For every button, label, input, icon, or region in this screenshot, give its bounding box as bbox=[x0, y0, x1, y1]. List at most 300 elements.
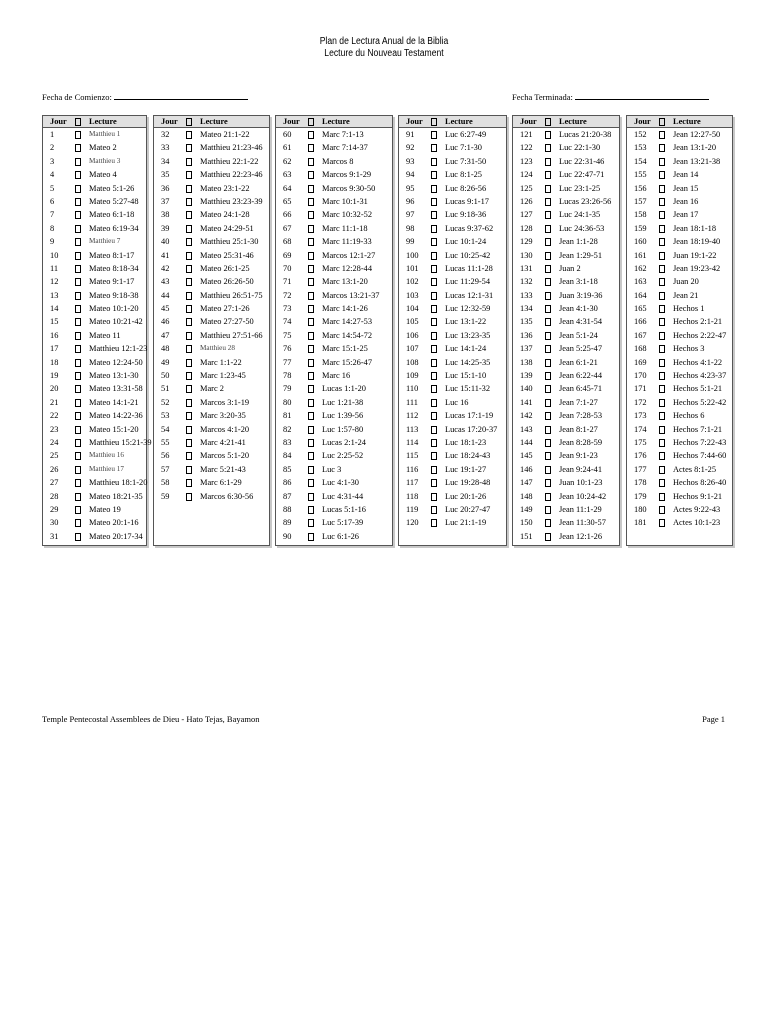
checkbox[interactable] bbox=[75, 479, 81, 487]
checkbox[interactable] bbox=[431, 506, 437, 514]
checkbox[interactable] bbox=[659, 198, 665, 206]
checkbox[interactable] bbox=[659, 412, 665, 420]
reading-passage: Mateo 24:1-28 bbox=[200, 210, 250, 220]
day-number: 171 bbox=[634, 384, 647, 394]
checkbox[interactable] bbox=[186, 372, 192, 380]
checkbox[interactable] bbox=[545, 278, 551, 286]
reading-passage: Actes 10:1-23 bbox=[673, 518, 721, 528]
day-number: 91 bbox=[406, 130, 415, 139]
checkbox[interactable] bbox=[75, 238, 81, 246]
checkbox[interactable] bbox=[659, 252, 665, 260]
checkbox[interactable] bbox=[75, 171, 81, 179]
checkbox[interactable] bbox=[308, 318, 314, 326]
checkbox[interactable] bbox=[186, 345, 192, 353]
day-number: 106 bbox=[406, 330, 419, 340]
reading-passage: Mateo 5:27-48 bbox=[89, 196, 139, 206]
checkbox[interactable] bbox=[75, 506, 81, 514]
checkbox[interactable] bbox=[431, 225, 437, 233]
checkbox[interactable] bbox=[186, 399, 192, 407]
checkbox[interactable] bbox=[308, 265, 314, 273]
checkbox[interactable] bbox=[75, 292, 81, 300]
reading-row bbox=[276, 235, 392, 248]
checkbox[interactable] bbox=[431, 399, 437, 407]
reading-passage: Mateo 13:1-30 bbox=[89, 371, 139, 381]
checkbox[interactable] bbox=[431, 466, 437, 474]
checkbox[interactable] bbox=[659, 439, 665, 447]
checkbox[interactable] bbox=[186, 292, 192, 300]
checkbox[interactable] bbox=[545, 385, 551, 393]
checkbox[interactable] bbox=[186, 144, 192, 152]
checkbox[interactable] bbox=[659, 171, 665, 179]
checkbox[interactable] bbox=[659, 211, 665, 219]
reading-passage: Hechos 8:26-40 bbox=[673, 478, 727, 488]
checkbox[interactable] bbox=[431, 252, 437, 260]
start-date-line[interactable] bbox=[114, 91, 248, 100]
checkbox[interactable] bbox=[659, 185, 665, 193]
checkbox[interactable] bbox=[308, 252, 314, 260]
day-number: 123 bbox=[520, 156, 533, 166]
checkbox[interactable] bbox=[431, 493, 437, 501]
checkbox[interactable] bbox=[308, 198, 314, 206]
day-number: 122 bbox=[520, 143, 533, 153]
reading-row bbox=[627, 222, 732, 235]
reading-row bbox=[154, 409, 269, 422]
checkbox[interactable] bbox=[308, 238, 314, 246]
checkbox[interactable] bbox=[186, 359, 192, 367]
page-subtitle: Lecture du Nouveau Testament bbox=[324, 48, 444, 59]
checkbox[interactable] bbox=[545, 426, 551, 434]
day-number: 162 bbox=[634, 263, 647, 273]
checkbox[interactable] bbox=[308, 211, 314, 219]
day-number: 28 bbox=[50, 491, 59, 501]
checkbox[interactable] bbox=[75, 144, 81, 152]
checkbox[interactable] bbox=[545, 479, 551, 487]
day-number: 134 bbox=[520, 304, 533, 314]
reading-row bbox=[154, 315, 269, 328]
reading-passage: Marc 14:54-72 bbox=[322, 330, 373, 340]
day-number: 178 bbox=[634, 478, 647, 488]
day-number: 58 bbox=[161, 478, 170, 488]
day-number: 37 bbox=[161, 196, 170, 206]
reading-passage: Mateo 24:29-51 bbox=[200, 223, 254, 233]
checkbox[interactable] bbox=[75, 466, 81, 474]
checkbox[interactable] bbox=[308, 185, 314, 193]
reading-passage: Juan 2 bbox=[559, 263, 581, 273]
day-number: 136 bbox=[520, 330, 533, 340]
day-number: 130 bbox=[520, 250, 533, 260]
end-date-line[interactable] bbox=[575, 91, 709, 100]
checkbox[interactable] bbox=[75, 252, 81, 260]
checkbox[interactable] bbox=[431, 265, 437, 273]
checkbox[interactable] bbox=[659, 158, 665, 166]
checkbox[interactable] bbox=[308, 385, 314, 393]
checkbox[interactable] bbox=[308, 533, 314, 541]
checkbox[interactable] bbox=[659, 519, 665, 527]
checkbox[interactable] bbox=[308, 158, 314, 166]
day-number: 116 bbox=[406, 464, 419, 474]
checkbox[interactable] bbox=[659, 372, 665, 380]
reading-row bbox=[276, 503, 392, 516]
checkbox[interactable] bbox=[545, 439, 551, 447]
day-number: 139 bbox=[520, 371, 533, 381]
reading-passage: Luc 20:1-26 bbox=[445, 491, 487, 501]
reading-passage: Luc 4:31-44 bbox=[322, 491, 364, 501]
checkbox[interactable] bbox=[308, 466, 314, 474]
checkbox[interactable] bbox=[545, 345, 551, 353]
checkbox[interactable] bbox=[308, 345, 314, 353]
checkbox[interactable] bbox=[431, 278, 437, 286]
checkbox[interactable] bbox=[659, 479, 665, 487]
checkbox[interactable] bbox=[75, 185, 81, 193]
checkbox[interactable] bbox=[431, 305, 437, 313]
checkbox[interactable] bbox=[308, 452, 314, 460]
checkbox[interactable] bbox=[545, 519, 551, 527]
day-number: 117 bbox=[406, 478, 419, 488]
day-number: 167 bbox=[634, 330, 647, 340]
reading-row bbox=[627, 155, 732, 168]
checkbox[interactable] bbox=[186, 238, 192, 246]
checkbox[interactable] bbox=[545, 171, 551, 179]
checkbox[interactable] bbox=[75, 225, 81, 233]
checkbox[interactable] bbox=[75, 426, 81, 434]
reading-passage: Lucas 11:1-28 bbox=[445, 263, 493, 273]
checkbox[interactable] bbox=[659, 466, 665, 474]
checkbox[interactable] bbox=[308, 426, 314, 434]
day-number: 133 bbox=[520, 290, 533, 300]
reading-passage: Hechos 2:22-47 bbox=[673, 330, 727, 340]
reading-row bbox=[276, 289, 392, 302]
checkbox[interactable] bbox=[659, 452, 665, 460]
checkbox[interactable] bbox=[431, 158, 437, 166]
reading-passage: Hechos 5:1-21 bbox=[673, 384, 723, 394]
checkbox[interactable] bbox=[431, 185, 437, 193]
checkbox[interactable] bbox=[431, 412, 437, 420]
checkbox[interactable] bbox=[545, 211, 551, 219]
checkbox[interactable] bbox=[431, 144, 437, 152]
checkbox[interactable] bbox=[186, 466, 192, 474]
day-number: 60 bbox=[283, 130, 292, 139]
checkbox[interactable] bbox=[431, 385, 437, 393]
checkbox[interactable] bbox=[308, 359, 314, 367]
checkbox[interactable] bbox=[308, 332, 314, 340]
checkbox[interactable] bbox=[431, 198, 437, 206]
day-number: 48 bbox=[161, 344, 170, 354]
checkbox[interactable] bbox=[431, 426, 437, 434]
checkbox[interactable] bbox=[545, 372, 551, 380]
checkbox[interactable] bbox=[545, 225, 551, 233]
reading-passage: Luc 2:25-52 bbox=[322, 451, 364, 461]
day-header: Jour bbox=[406, 117, 423, 126]
reading-row bbox=[399, 235, 506, 248]
checkbox[interactable] bbox=[75, 305, 81, 313]
checkbox[interactable] bbox=[659, 318, 665, 326]
checkbox[interactable] bbox=[308, 305, 314, 313]
reading-row bbox=[399, 396, 506, 409]
reading-row bbox=[154, 396, 269, 409]
checkbox[interactable] bbox=[659, 225, 665, 233]
reading-passage: Luc 20:27-47 bbox=[445, 504, 491, 514]
checkbox[interactable] bbox=[186, 211, 192, 219]
checkbox[interactable] bbox=[308, 506, 314, 514]
checkbox[interactable] bbox=[75, 131, 81, 139]
checkbox[interactable] bbox=[545, 399, 551, 407]
checkbox[interactable] bbox=[186, 385, 192, 393]
day-number: 35 bbox=[161, 170, 170, 180]
checkbox[interactable] bbox=[659, 506, 665, 514]
checkbox[interactable] bbox=[659, 278, 665, 286]
day-number: 124 bbox=[520, 170, 533, 180]
day-number: 89 bbox=[283, 518, 292, 528]
day-number: 141 bbox=[520, 397, 533, 407]
checkbox[interactable] bbox=[75, 399, 81, 407]
checkbox[interactable] bbox=[186, 198, 192, 206]
reading-row bbox=[43, 208, 146, 221]
reading-passage: Marcos 4:1-20 bbox=[200, 424, 250, 434]
checkbox[interactable] bbox=[75, 318, 81, 326]
checkbox[interactable] bbox=[659, 265, 665, 273]
checkbox[interactable] bbox=[186, 439, 192, 447]
checkbox[interactable] bbox=[659, 144, 665, 152]
checkbox[interactable] bbox=[545, 144, 551, 152]
reading-passage: Luc 1:57-80 bbox=[322, 424, 364, 434]
footer-page-number: Page 1 bbox=[702, 714, 725, 724]
day-number: 180 bbox=[634, 504, 647, 514]
checkbox[interactable] bbox=[659, 332, 665, 340]
day-number: 87 bbox=[283, 491, 292, 501]
reading-passage: Mateo 27:27-50 bbox=[200, 317, 254, 327]
checkbox[interactable] bbox=[308, 412, 314, 420]
checkbox[interactable] bbox=[545, 131, 551, 139]
checkbox[interactable] bbox=[545, 412, 551, 420]
reading-passage: Marc 11:1-18 bbox=[322, 223, 368, 233]
checkbox[interactable] bbox=[545, 158, 551, 166]
reading-passage: Marcos 5:1-20 bbox=[200, 451, 250, 461]
day-number: 98 bbox=[406, 223, 415, 233]
reading-row bbox=[276, 449, 392, 462]
reading-passage: Jean 7:28-53 bbox=[559, 411, 603, 421]
checkbox[interactable] bbox=[431, 345, 437, 353]
reading-row bbox=[627, 302, 732, 315]
reading-passage: Marcos 12:1-27 bbox=[322, 250, 376, 260]
checkbox[interactable] bbox=[308, 372, 314, 380]
checkbox[interactable] bbox=[308, 519, 314, 527]
checkbox[interactable] bbox=[431, 452, 437, 460]
checkbox[interactable] bbox=[75, 439, 81, 447]
checkbox[interactable] bbox=[431, 171, 437, 179]
reading-row bbox=[627, 490, 732, 503]
checkbox[interactable] bbox=[186, 318, 192, 326]
checkbox[interactable] bbox=[186, 265, 192, 273]
checkbox[interactable] bbox=[545, 452, 551, 460]
checkbox[interactable] bbox=[186, 305, 192, 313]
checkbox[interactable] bbox=[75, 158, 81, 166]
checkbox[interactable] bbox=[659, 305, 665, 313]
checkbox[interactable] bbox=[545, 238, 551, 246]
reading-passage: Marc 14:1-26 bbox=[322, 304, 368, 314]
checkbox[interactable] bbox=[659, 359, 665, 367]
checkbox[interactable] bbox=[545, 292, 551, 300]
checkbox[interactable] bbox=[186, 158, 192, 166]
day-number: 148 bbox=[520, 491, 533, 501]
checkbox[interactable] bbox=[75, 265, 81, 273]
reading-passage: Lucas 12:1-31 bbox=[445, 290, 494, 300]
reading-row bbox=[399, 409, 506, 422]
checkbox[interactable] bbox=[545, 466, 551, 474]
reading-row bbox=[513, 222, 619, 235]
checkbox[interactable] bbox=[186, 452, 192, 460]
checkbox[interactable] bbox=[659, 238, 665, 246]
checkbox[interactable] bbox=[186, 332, 192, 340]
checkbox[interactable] bbox=[186, 412, 192, 420]
checkbox[interactable] bbox=[659, 493, 665, 501]
reading-passage: Lucas 23:26-56 bbox=[559, 196, 612, 206]
reading-passage: Hechos 7:1-21 bbox=[673, 424, 723, 434]
checkbox[interactable] bbox=[545, 533, 551, 541]
day-number: 120 bbox=[406, 518, 419, 528]
checkbox[interactable] bbox=[186, 131, 192, 139]
checkbox[interactable] bbox=[75, 519, 81, 527]
checkbox[interactable] bbox=[545, 506, 551, 514]
checkbox[interactable] bbox=[431, 318, 437, 326]
checkbox[interactable] bbox=[186, 171, 192, 179]
reading-passage: Matthieu 3 bbox=[89, 156, 121, 165]
checkbox[interactable] bbox=[431, 238, 437, 246]
checkbox[interactable] bbox=[308, 493, 314, 501]
checkbox[interactable] bbox=[308, 399, 314, 407]
reading-row bbox=[513, 423, 619, 436]
checkbox[interactable] bbox=[75, 345, 81, 353]
reading-header: Lecture bbox=[89, 117, 117, 126]
checkbox[interactable] bbox=[186, 252, 192, 260]
checkbox[interactable] bbox=[659, 399, 665, 407]
checkbox[interactable] bbox=[186, 426, 192, 434]
checkbox[interactable] bbox=[431, 332, 437, 340]
checkbox[interactable] bbox=[659, 385, 665, 393]
day-number: 9 bbox=[50, 237, 55, 247]
checkbox[interactable] bbox=[308, 144, 314, 152]
checkbox[interactable] bbox=[308, 225, 314, 233]
reading-row bbox=[276, 342, 392, 355]
checkbox[interactable] bbox=[545, 493, 551, 501]
checkbox[interactable] bbox=[545, 265, 551, 273]
day-number: 88 bbox=[283, 504, 292, 514]
reading-passage: Actes 9:22-43 bbox=[673, 504, 721, 514]
checkbox[interactable] bbox=[75, 452, 81, 460]
checkbox[interactable] bbox=[659, 345, 665, 353]
reading-row bbox=[399, 182, 506, 195]
checkbox[interactable] bbox=[75, 332, 81, 340]
reading-row bbox=[43, 463, 146, 476]
checkbox[interactable] bbox=[308, 278, 314, 286]
day-number: 140 bbox=[520, 384, 533, 394]
checkbox[interactable] bbox=[75, 385, 81, 393]
reading-passage: Marc 2 bbox=[200, 384, 224, 394]
checkbox[interactable] bbox=[431, 211, 437, 219]
checkbox[interactable] bbox=[75, 533, 81, 541]
checkbox[interactable] bbox=[545, 318, 551, 326]
checkbox[interactable] bbox=[308, 131, 314, 139]
reading-row bbox=[627, 356, 732, 369]
checkbox[interactable] bbox=[186, 278, 192, 286]
reading-passage: Luc 11:29-54 bbox=[445, 277, 491, 287]
reading-row bbox=[154, 249, 269, 262]
checkbox[interactable] bbox=[308, 292, 314, 300]
checkbox[interactable] bbox=[431, 359, 437, 367]
start-date-field[interactable] bbox=[42, 91, 248, 102]
reading-passage: Luc 13:1-22 bbox=[445, 317, 487, 327]
reading-row bbox=[43, 182, 146, 195]
reading-row bbox=[276, 262, 392, 275]
checkbox[interactable] bbox=[431, 372, 437, 380]
reading-passage: Mateo 5:1-26 bbox=[89, 183, 135, 193]
checkbox[interactable] bbox=[545, 359, 551, 367]
checkbox[interactable] bbox=[75, 493, 81, 501]
day-number: 25 bbox=[50, 451, 59, 461]
reading-row bbox=[627, 369, 732, 382]
day-number: 135 bbox=[520, 317, 533, 327]
checkbox[interactable] bbox=[75, 278, 81, 286]
checkbox[interactable] bbox=[186, 493, 192, 501]
checkbox[interactable] bbox=[186, 185, 192, 193]
checkbox[interactable] bbox=[659, 292, 665, 300]
checkbox[interactable] bbox=[75, 412, 81, 420]
checkbox[interactable] bbox=[545, 332, 551, 340]
reading-header: Lecture bbox=[559, 117, 587, 126]
checkbox[interactable] bbox=[545, 305, 551, 313]
reading-row bbox=[399, 262, 506, 275]
checkbox[interactable] bbox=[431, 292, 437, 300]
day-number: 142 bbox=[520, 411, 533, 421]
checkbox[interactable] bbox=[75, 359, 81, 367]
reading-row bbox=[43, 235, 146, 248]
checkbox[interactable] bbox=[308, 171, 314, 179]
checkbox[interactable] bbox=[545, 198, 551, 206]
day-number: 154 bbox=[634, 156, 647, 166]
day-number: 170 bbox=[634, 371, 647, 381]
reading-row bbox=[43, 382, 146, 395]
checkbox[interactable] bbox=[659, 131, 665, 139]
reading-passage: Juan 20 bbox=[673, 277, 699, 287]
checkbox[interactable] bbox=[308, 479, 314, 487]
end-date-field[interactable] bbox=[512, 91, 709, 102]
reading-row bbox=[513, 409, 619, 422]
day-number: 45 bbox=[161, 304, 170, 314]
reading-passage: Luc 23:1-25 bbox=[559, 183, 601, 193]
day-number: 112 bbox=[406, 411, 419, 421]
checkbox[interactable] bbox=[308, 439, 314, 447]
checkbox[interactable] bbox=[186, 225, 192, 233]
reading-row bbox=[399, 516, 506, 529]
day-number: 166 bbox=[634, 317, 647, 327]
reading-row bbox=[399, 168, 506, 181]
checkbox[interactable] bbox=[431, 479, 437, 487]
reading-passage: Marcos 13:21-37 bbox=[322, 290, 380, 300]
reading-passage: Marc 3:20-35 bbox=[200, 411, 246, 421]
checkbox[interactable] bbox=[431, 131, 437, 139]
checkbox[interactable] bbox=[545, 252, 551, 260]
checkbox[interactable] bbox=[431, 439, 437, 447]
checkbox[interactable] bbox=[75, 211, 81, 219]
checkbox[interactable] bbox=[431, 519, 437, 527]
reading-row bbox=[399, 155, 506, 168]
checkbox[interactable] bbox=[545, 185, 551, 193]
checkbox[interactable] bbox=[75, 198, 81, 206]
checkbox[interactable] bbox=[186, 479, 192, 487]
reading-row bbox=[276, 476, 392, 489]
reading-passage: Jean 5:1-24 bbox=[559, 330, 598, 340]
checkbox[interactable] bbox=[75, 372, 81, 380]
checkbox[interactable] bbox=[659, 426, 665, 434]
